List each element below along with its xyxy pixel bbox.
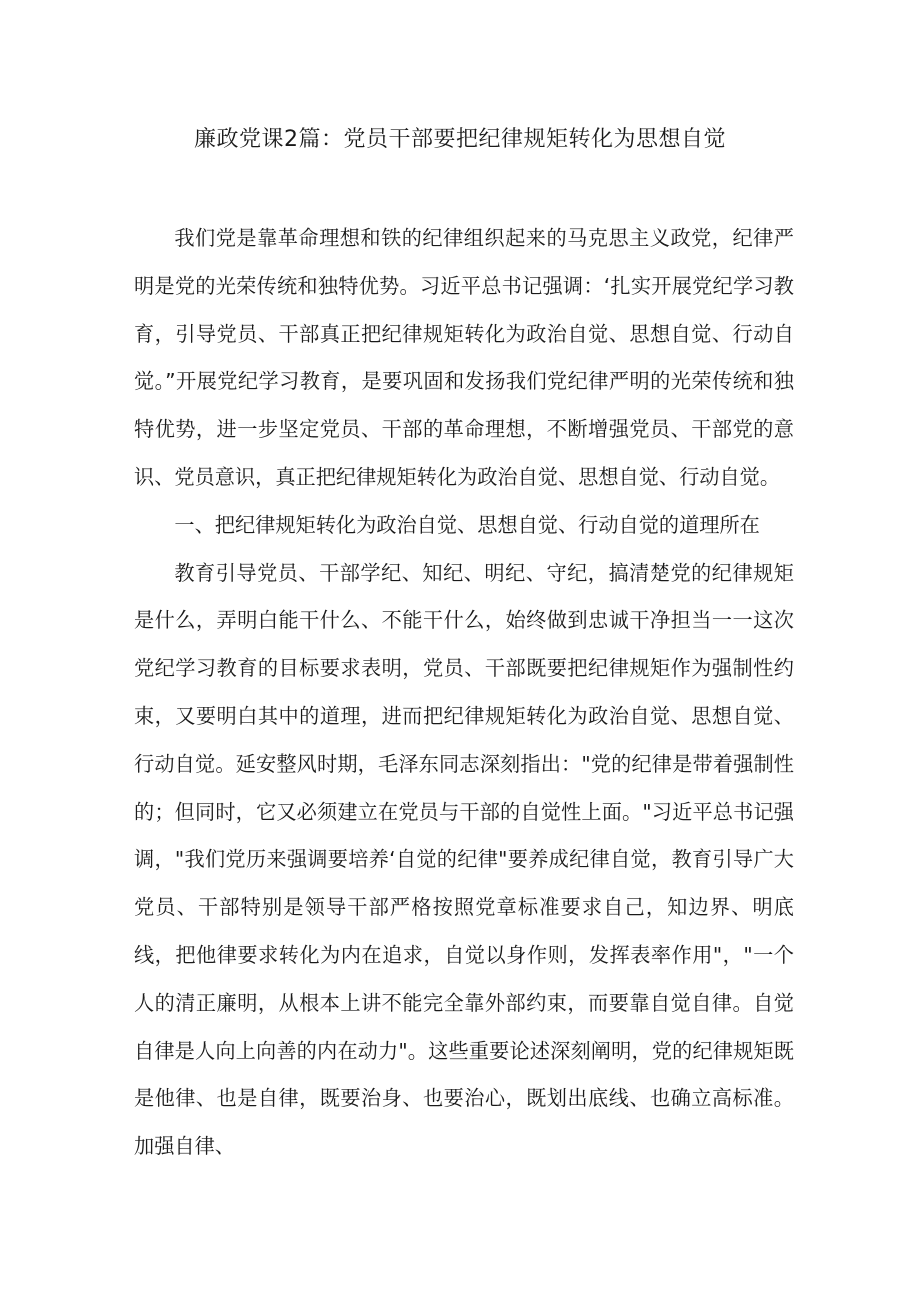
section-heading-1: 一、把纪律规矩转化为政治自觉、思想自觉、行动自觉的道理所在	[174, 512, 760, 537]
document-body	[134, 215, 794, 1171]
document-title: 廉政党课2篇：党员干部要把纪律规矩转化为思想自觉	[194, 127, 726, 152]
intro-paragraph: 我们党是靠革命理想和铁的纪律组织起来的马克思主义政党，纪律严明是党的光荣传统和独特优势。习近平总书记强调：‘扎实开展党纪学习教育，引导党员、干部真正把纪律规矩转化为政治自觉、思想自觉、行动自觉。”开展党纪学习教育，是要巩固和发扬我们党纪律严明的光荣传统和独特优势，进一步坚定党员、干部的革命理想，不断增强党员、干部党的意识、党员意识，真正把纪律规矩转化为政治自觉、思想自觉、行动自觉。	[134, 226, 794, 489]
section-1-paragraph: 教育引导党员、干部学纪、知纪、明纪、守纪，搞清楚党的纪律规矩是什么，弄明白能干什么、不能干什么，始终做到忠诚干净担当一一这次党纪学习教育的目标要求表明，党员、干部既要把纪律规矩作为强制性约束，又要明白其中的道理，进而把纪律规矩转化为政治自觉、思想自觉、行动自觉。延安整风时期，毛泽东同志深刻指出："党的纪律是带着强制性的；但同时，它又必须建立在党员与干部的自觉性上面。"习近平总书记强调，"我们党历来强调要培养‘自觉的纪律"要养成纪律自觉，教育引导广大党员、干部特别是领导干部严格按照党章标准要求自己，知边界、明底线，把他律要求转化为内在追求，自觉以身作则，发挥表率作用"，"一个人的清正廉明，从根本上讲不能完全靠外部约束，而要靠自觉自律。自觉自律是人向上向善的内在动力"。这些重要论述深刻阐明，党的纪律规矩既是他律、也是自律，既要治身、也要治心，既划出底线、也确立高标准。加强自律、	[134, 560, 794, 1159]
